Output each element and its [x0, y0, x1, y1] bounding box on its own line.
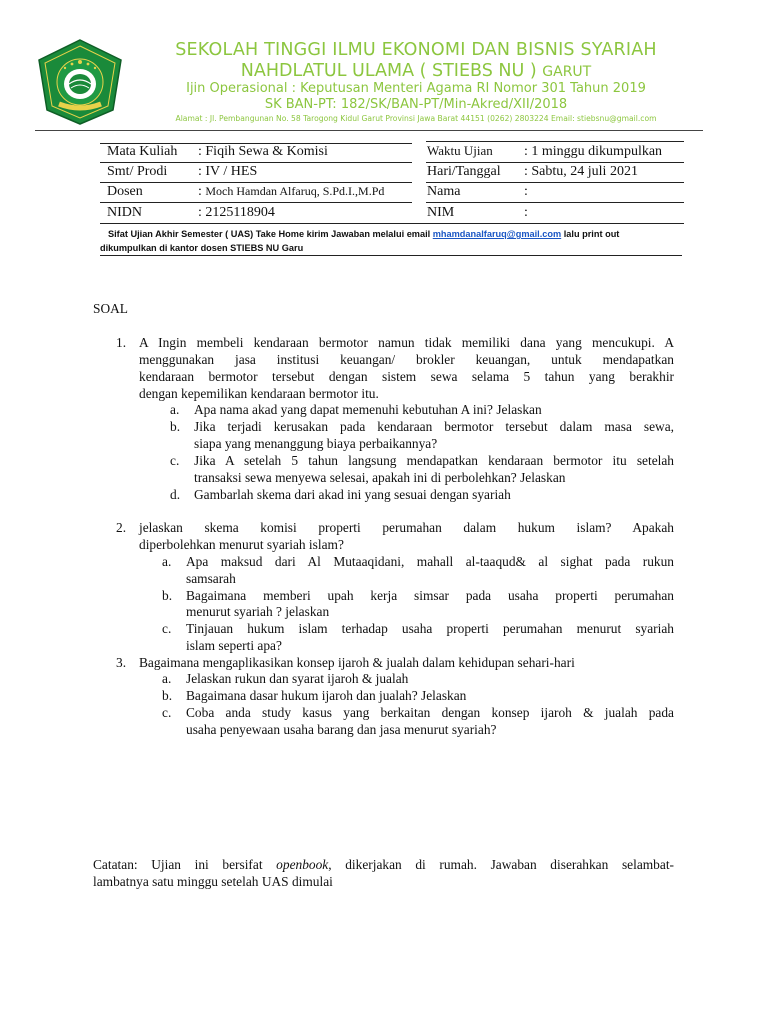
- question-number: 1.: [116, 335, 127, 350]
- exam-note-line2: lambatnya satu minggu setelah UAS dimulai: [93, 874, 333, 889]
- question-text: Bagaimana mengaplikasikan konsep ijaroh & jualah dalam kehidupan sehari-hari: [139, 655, 575, 670]
- sub-question-mark: c.: [162, 705, 172, 720]
- sub-question-text: Apa nama akad yang dapat memenuhi kebutuhan A ini? Jelaskan: [194, 402, 542, 417]
- sub-question-mark: b.: [170, 419, 181, 434]
- dosen-value: [198, 184, 384, 200]
- question-number: 3.: [116, 655, 127, 670]
- table-rule: [426, 141, 684, 142]
- sub-question-mark: b.: [162, 688, 173, 703]
- hari-tanggal-value: : Sabtu, 24 juli 2021: [524, 164, 638, 179]
- nidn-value: : 2125118904: [198, 205, 275, 220]
- header-divider: [35, 130, 703, 131]
- sub-question-text: Tinjauan hukum islam terhadap usaha properti perumahan menurut syariah: [186, 621, 674, 636]
- instruction-line1: [100, 227, 690, 241]
- question-text: kendaraan bermotor tersebut dengan sistem sewa selama 5 tahun yang berakhir: [139, 369, 674, 384]
- question-text: A Ingin membeli kendaraan bermotor namun tidak memiliki dana yang mencukupi. A: [139, 335, 674, 350]
- sub-question-mark: a.: [162, 671, 172, 686]
- table-rule: [426, 202, 684, 203]
- hari-tanggal-label: Hari/Tanggal: [427, 164, 501, 179]
- nim-label: NIM: [427, 205, 455, 220]
- instruction-text: Sifat Ujian Akhir Semester ( UAS) Take Home kirim Jawaban melalui email: [108, 229, 433, 239]
- sub-question-text: Apa maksud dari Al Mutaaqidani, mahall al-taaqud& al sighat pada rukun: [186, 554, 674, 569]
- sub-question-text: menurut syariah ? jelaskan: [186, 604, 330, 619]
- sub-question-text: samsarah: [186, 571, 236, 586]
- sub-question-text: Bagaimana memberi upah kerja simsar pada usaha properti perumahan: [186, 588, 674, 603]
- institution-city: GARUT: [542, 64, 592, 80]
- table-rule: [100, 162, 412, 163]
- sub-question-text: Jelaskan rukun dan syarat ijaroh & jualah: [186, 671, 409, 686]
- sub-question-text: Coba anda study kasus yang berkaitan dengan konsep ijaroh & jualah pada: [186, 705, 674, 720]
- sub-question-mark: c.: [170, 453, 180, 468]
- note-prefix: Catatan: Ujian ini bersifat: [93, 857, 277, 872]
- letterhead: [0, 0, 768, 135]
- sub-question-mark: c.: [162, 621, 172, 636]
- nama-label: Nama: [427, 184, 461, 199]
- waktu-ujian-label: Waktu Ujian: [427, 143, 493, 158]
- note-suffix: , dikerjakan di rumah. Jawaban diserahkan selambat-: [328, 857, 674, 872]
- exam-note: [93, 857, 674, 874]
- smt-prodi-value: : IV / HES: [198, 164, 258, 179]
- table-rule: [426, 162, 684, 163]
- smt-prodi-label: Smt/ Prodi: [107, 164, 168, 179]
- table-rule: [100, 223, 684, 224]
- waktu-ujian-value: : 1 minggu dikumpulkan: [524, 144, 663, 159]
- dosen-colon: :: [198, 184, 202, 199]
- sub-question-text: islam seperti apa?: [186, 638, 282, 653]
- institution-name-line1: SEKOLAH TINGGI ILMU EKONOMI DAN BISNIS SYARIAH: [175, 40, 657, 60]
- mata-kuliah-label: Mata Kuliah: [107, 144, 178, 159]
- sub-question-text: Gambarlah skema dari akad ini yang sesuai dengan syariah: [194, 487, 511, 502]
- instructions-divider: [100, 255, 682, 256]
- submission-email-link[interactable]: mhamdanalfaruq@gmail.com: [432, 229, 562, 239]
- dosen-name: Moch Hamdan Alfaruq, S.Pd.I.,M.Pd: [205, 184, 385, 198]
- accreditation: SK BAN-PT: 182/SK/BAN-PT/Min-Akred/XII/2018: [264, 97, 568, 112]
- sub-question-text: Bagaimana dasar hukum ijaroh dan jualah? Jelaskan: [186, 688, 467, 703]
- institution-name-main: NAHDLATUL ULAMA ( STIEBS NU ): [240, 61, 537, 81]
- nidn-label: NIDN: [107, 205, 142, 220]
- question-text: dengan kepemilikan kendaraan bermotor itu.: [139, 386, 379, 401]
- sub-question-mark: d.: [170, 487, 181, 502]
- question-text: diperbolehkan menurut syariah islam?: [139, 537, 344, 552]
- question-text: jelaskan skema komisi properti perumahan dalam hukum islam? Apakah: [139, 520, 674, 535]
- sub-question-mark: b.: [162, 588, 173, 603]
- soal-heading: SOAL: [93, 301, 128, 316]
- sub-question-text: transaksi sewa menyewa selesai, apakah ini di perbolehkan? Jelaskan: [194, 470, 566, 485]
- stiebs-nu-logo-icon: [33, 38, 127, 126]
- instruction-text-tail: lalu print out: [561, 229, 620, 239]
- sub-question-text: Jika terjadi kerusakan pada kendaraan bermotor tersebut dalam masa sewa,: [194, 419, 674, 434]
- mata-kuliah-value: : Fiqih Sewa & Komisi: [198, 144, 328, 159]
- note-openbook: openbook: [276, 857, 329, 872]
- nim-value: :: [524, 205, 528, 220]
- exam-instructions: [100, 227, 690, 255]
- question-text: menggunakan jasa institusi keuangan/ brokler keuangan, untuk mendapatkan: [139, 352, 674, 367]
- sub-question-text: Jika A setelah 5 tahun langsung mendapatkan kendaraan bermotor itu setelah: [194, 453, 674, 468]
- institution-name-line2: [130, 61, 702, 81]
- table-rule: [426, 182, 684, 183]
- dosen-label: Dosen: [107, 184, 143, 199]
- table-rule: [100, 202, 412, 203]
- sub-question-text: usaha penyewaan usaha barang dan jasa menurut syariah?: [186, 722, 497, 737]
- sub-question-mark: a.: [162, 554, 172, 569]
- address: Alamat : Jl. Pembangunan No. 58 Tarogong Kidul Garut Provinsi Jawa Barat 44151 (0262) 2803224 Email: stiebsnu@gmail.com: [175, 114, 657, 123]
- sub-question-text: siapa yang menanggung biaya perbaikannya?: [194, 436, 438, 451]
- table-rule: [100, 182, 412, 183]
- sub-question-mark: a.: [170, 402, 180, 417]
- question-number: 2.: [116, 520, 127, 535]
- nama-value: :: [524, 184, 528, 199]
- operational-permit: Ijin Operasional : Keputusan Menteri Agama RI Nomor 301 Tahun 2019: [186, 81, 646, 96]
- instruction-line2: dikumpulkan di kantor dosen STIEBS NU Garu: [100, 243, 304, 253]
